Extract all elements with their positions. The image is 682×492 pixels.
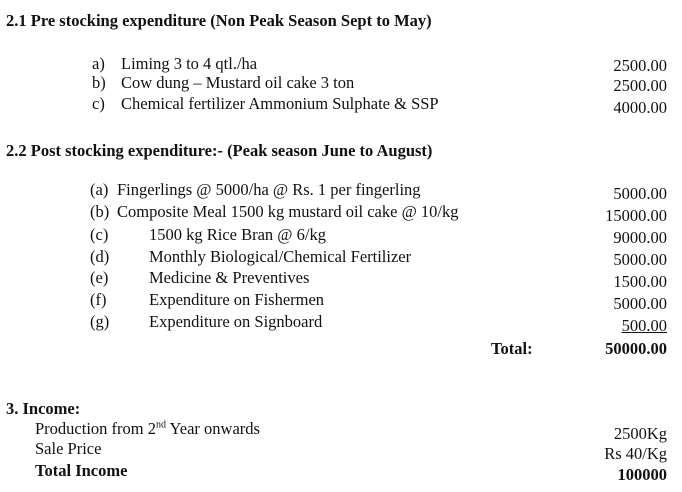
total-amount: 50000.00 — [605, 339, 667, 358]
section-3-heading: 3. Income: — [6, 399, 81, 418]
item-label: (e) — [90, 268, 109, 287]
item-amount: 2500.00 — [613, 56, 667, 75]
item-label: a) — [92, 54, 105, 73]
item-amount: 1500.00 — [613, 272, 667, 291]
item-label: (a) — [90, 180, 109, 199]
item-text: Composite Meal 1500 kg mustard oil cake @ 10/kg — [117, 202, 459, 221]
item-label: (c) — [90, 225, 109, 244]
item-amount: 500.00 — [621, 316, 667, 335]
item-label: (f) — [90, 290, 107, 309]
sale-price-label: Sale Price — [35, 439, 102, 458]
item-text: Medicine & Preventives — [149, 268, 310, 287]
item-amount: 5000.00 — [613, 294, 667, 313]
item-text: Expenditure on Signboard — [149, 312, 323, 331]
item-amount: 2500.00 — [613, 76, 667, 95]
total-income-label: Total Income — [35, 461, 128, 480]
item-text: Liming 3 to 4 qtl./ha — [121, 54, 258, 73]
item-text: Fingerlings @ 5000/ha @ Rs. 1 per fingerling — [117, 180, 421, 199]
item-label: (g) — [90, 312, 110, 331]
total-income-value: 100000 — [617, 465, 667, 484]
item-text: Expenditure on Fishermen — [149, 290, 325, 309]
item-text: Chemical fertilizer Ammonium Sulphate & SSP — [121, 94, 439, 113]
item-text: 1500 kg Rice Bran @ 6/kg — [149, 225, 326, 244]
section-2-1-heading: 2.1 Pre stocking expenditure (Non Peak Season Sept to May) — [6, 11, 432, 30]
item-label: (d) — [90, 247, 110, 266]
item-text: Monthly Biological/Chemical Fertilizer — [149, 247, 412, 266]
item-amount: 15000.00 — [605, 206, 667, 225]
item-label: (b) — [90, 202, 110, 221]
section-2-2-heading: 2.2 Post stocking expenditure:- (Peak season June to August) — [6, 141, 433, 160]
production-value: 2500Kg — [613, 424, 667, 443]
total-label: Total: — [491, 339, 533, 358]
item-amount: 5000.00 — [613, 250, 667, 269]
item-text: Cow dung – Mustard oil cake 3 ton — [121, 73, 355, 92]
item-amount: 5000.00 — [613, 184, 667, 203]
item-label: b) — [92, 73, 106, 92]
production-line: Production from 2nd Year onwards — [35, 419, 260, 438]
item-amount: 9000.00 — [613, 228, 667, 247]
item-amount: 4000.00 — [613, 98, 667, 117]
sale-price-value: Rs 40/Kg — [604, 444, 667, 463]
item-label: c) — [92, 94, 105, 113]
